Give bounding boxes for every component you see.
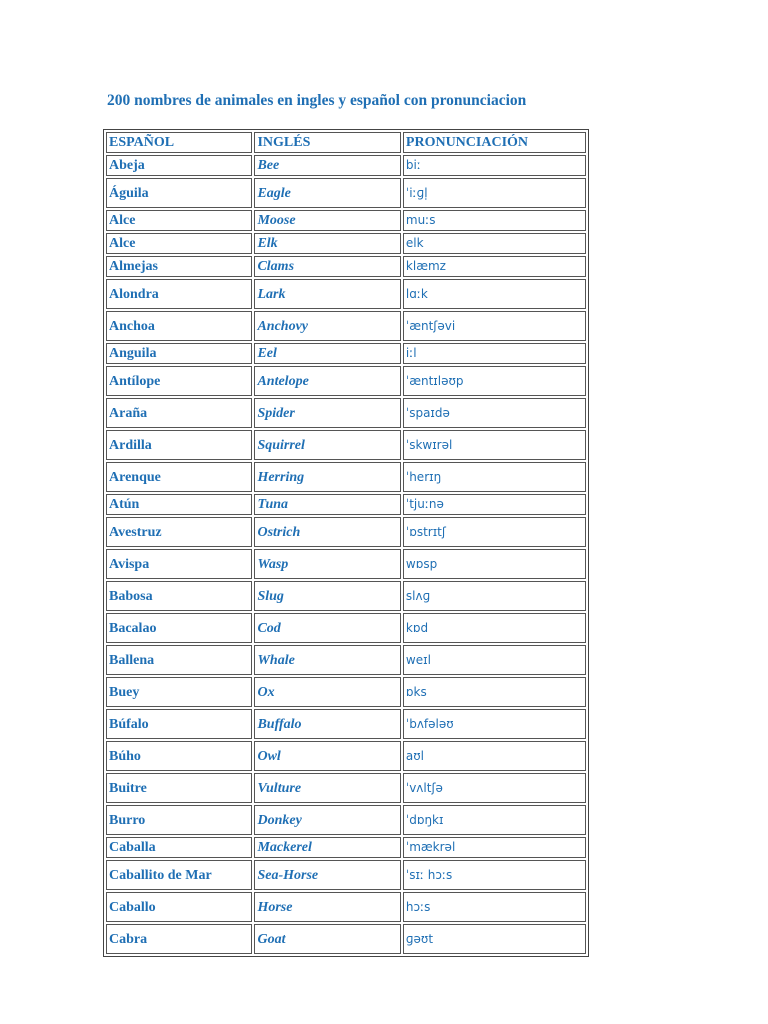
table-row — [106, 773, 586, 803]
cell-spanish: Buey — [106, 677, 252, 707]
cell-english: Herring — [254, 462, 400, 492]
table-row — [106, 805, 586, 835]
cell-english: Bee — [254, 155, 400, 176]
cell-english: Cod — [254, 613, 400, 643]
table-row — [106, 233, 586, 254]
cell-english: Wasp — [254, 549, 400, 579]
cell-spanish: Caballa — [106, 837, 252, 858]
cell-english: Goat — [254, 924, 400, 954]
cell-spanish: Buitre — [106, 773, 252, 803]
cell-pronunciation: ˈtjuːnə — [403, 494, 586, 515]
cell-pronunciation: ˈbʌfələʊ — [403, 709, 586, 739]
cell-english: Clams — [254, 256, 400, 277]
cell-english: Slug — [254, 581, 400, 611]
table-row — [106, 343, 586, 364]
cell-english: Owl — [254, 741, 400, 771]
table-row — [106, 892, 586, 922]
table-row — [106, 677, 586, 707]
cell-spanish: Alondra — [106, 279, 252, 309]
cell-pronunciation: muːs — [403, 210, 586, 231]
cell-english: Donkey — [254, 805, 400, 835]
cell-spanish: Águila — [106, 178, 252, 208]
cell-english: Ox — [254, 677, 400, 707]
cell-spanish: Alce — [106, 233, 252, 254]
cell-spanish: Avispa — [106, 549, 252, 579]
table-row — [106, 210, 586, 231]
cell-spanish: Ballena — [106, 645, 252, 675]
cell-spanish: Abeja — [106, 155, 252, 176]
cell-english: Buffalo — [254, 709, 400, 739]
cell-spanish: Burro — [106, 805, 252, 835]
table-row — [106, 311, 586, 341]
table-row — [106, 155, 586, 176]
cell-spanish: Anchoa — [106, 311, 252, 341]
cell-pronunciation: ˈvʌltʃə — [403, 773, 586, 803]
cell-spanish: Búfalo — [106, 709, 252, 739]
table-row — [106, 581, 586, 611]
cell-pronunciation: ˈmækrəl — [403, 837, 586, 858]
cell-pronunciation: ˈspaɪdə — [403, 398, 586, 428]
cell-english: Horse — [254, 892, 400, 922]
table-row — [106, 398, 586, 428]
cell-english: Mackerel — [254, 837, 400, 858]
cell-spanish: Alce — [106, 210, 252, 231]
cell-pronunciation: biː — [403, 155, 586, 176]
cell-english: Spider — [254, 398, 400, 428]
cell-english: Lark — [254, 279, 400, 309]
cell-spanish: Atún — [106, 494, 252, 515]
cell-pronunciation: ɡəʊt — [403, 924, 586, 954]
table-row — [106, 256, 586, 277]
cell-english: Moose — [254, 210, 400, 231]
table-row — [106, 645, 586, 675]
cell-english: Ostrich — [254, 517, 400, 547]
cell-pronunciation: elk — [403, 233, 586, 254]
cell-pronunciation: ˈherɪŋ — [403, 462, 586, 492]
cell-pronunciation: aʊl — [403, 741, 586, 771]
cell-spanish: Anguila — [106, 343, 252, 364]
cell-spanish: Babosa — [106, 581, 252, 611]
cell-spanish: Arenque — [106, 462, 252, 492]
cell-pronunciation: ˈæntɪləʊp — [403, 366, 586, 396]
cell-spanish: Antílope — [106, 366, 252, 396]
table-row — [106, 837, 586, 858]
table-row — [106, 494, 586, 515]
cell-spanish: Caballito de Mar — [106, 860, 252, 890]
table-row — [106, 741, 586, 771]
cell-english: Sea-Horse — [254, 860, 400, 890]
cell-english: Tuna — [254, 494, 400, 515]
cell-spanish: Araña — [106, 398, 252, 428]
table-row — [106, 924, 586, 954]
cell-pronunciation: ˈskwɪrəl — [403, 430, 586, 460]
cell-spanish: Ardilla — [106, 430, 252, 460]
cell-pronunciation: iːl — [403, 343, 586, 364]
cell-english: Eagle — [254, 178, 400, 208]
document-title: 200 nombres de animales en ingles y español con pronunciacion — [107, 92, 527, 109]
table-row — [106, 709, 586, 739]
cell-english: Antelope — [254, 366, 400, 396]
cell-pronunciation: ˈsɪː hɔːs — [403, 860, 586, 890]
cell-pronunciation: weɪl — [403, 645, 586, 675]
cell-pronunciation: slʌɡ — [403, 581, 586, 611]
table-row — [106, 430, 586, 460]
cell-pronunciation: ˈɒstrɪtʃ — [403, 517, 586, 547]
table-row — [106, 613, 586, 643]
cell-pronunciation: hɔːs — [403, 892, 586, 922]
table-row — [106, 279, 586, 309]
table-row — [106, 549, 586, 579]
cell-pronunciation: ˈdɒŋkɪ — [403, 805, 586, 835]
header-row — [106, 132, 586, 153]
table-row — [106, 178, 586, 208]
cell-english: Eel — [254, 343, 400, 364]
cell-spanish: Búho — [106, 741, 252, 771]
header-english: INGLÉS — [254, 132, 400, 153]
cell-spanish: Avestruz — [106, 517, 252, 547]
header-pronunciation: PRONUNCIACIÓN — [403, 132, 586, 153]
cell-pronunciation: ˈiːɡl̩ — [403, 178, 586, 208]
cell-pronunciation: lɑːk — [403, 279, 586, 309]
cell-english: Vulture — [254, 773, 400, 803]
cell-english: Whale — [254, 645, 400, 675]
header-spanish: ESPAÑOL — [106, 132, 252, 153]
cell-spanish: Caballo — [106, 892, 252, 922]
cell-spanish: Cabra — [106, 924, 252, 954]
cell-english: Squirrel — [254, 430, 400, 460]
cell-english: Elk — [254, 233, 400, 254]
cell-english: Anchovy — [254, 311, 400, 341]
cell-spanish: Almejas — [106, 256, 252, 277]
table-row — [106, 462, 586, 492]
cell-pronunciation: klæmz — [403, 256, 586, 277]
table-row — [106, 366, 586, 396]
cell-spanish: Bacalao — [106, 613, 252, 643]
cell-pronunciation: kɒd — [403, 613, 586, 643]
table-header — [106, 132, 586, 153]
cell-pronunciation: wɒsp — [403, 549, 586, 579]
cell-pronunciation: ɒks — [403, 677, 586, 707]
table-body — [106, 155, 586, 954]
animals-table — [103, 129, 589, 957]
table-row — [106, 860, 586, 890]
table-row — [106, 517, 586, 547]
cell-pronunciation: ˈæntʃəvi — [403, 311, 586, 341]
